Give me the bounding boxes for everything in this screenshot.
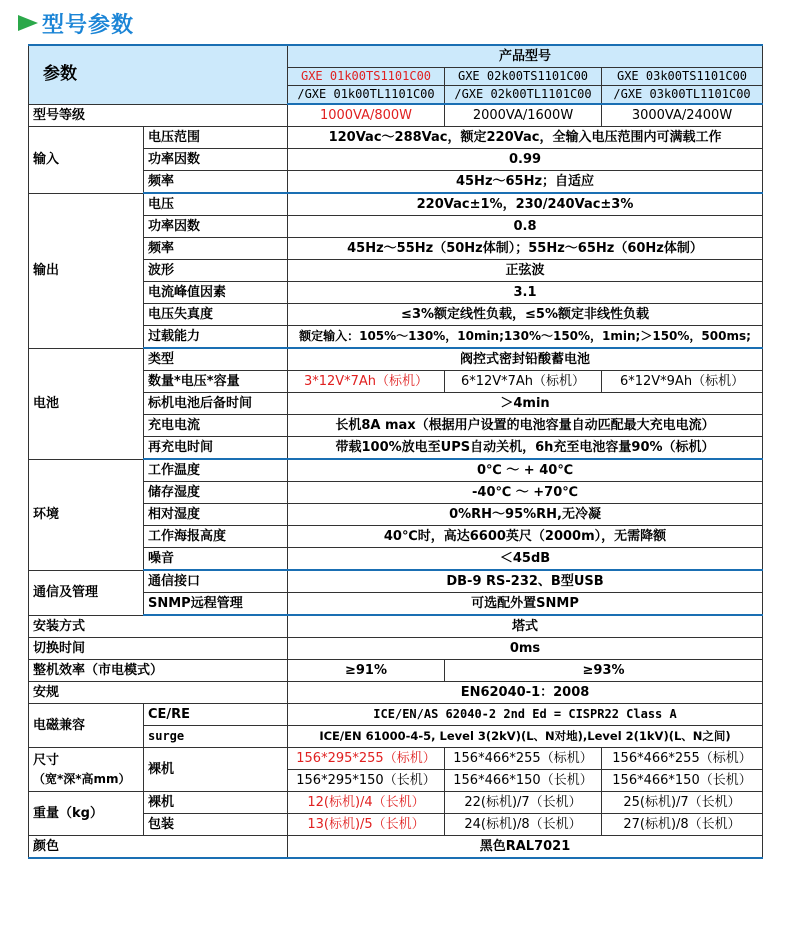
table-row: [29, 638, 763, 660]
size-label: [29, 748, 144, 792]
output-voltage-value: 220Vac±1%，230/240Vac±3%: [288, 193, 763, 216]
model-3-line1: GXE 03k00TS1101C00: [602, 68, 763, 86]
env-altitude-value: 40℃时，高达6600英尺（2000m），无需降额: [288, 526, 763, 548]
battery-qty-3: 6*12V*9Ah（标机）: [602, 371, 763, 393]
size-1-std: 156*295*255（标机）: [288, 748, 445, 770]
table-row: [29, 792, 763, 814]
battery-type-value: 阀控式密封铅酸蓄电池: [288, 348, 763, 371]
input-pf-value: 0.99: [288, 149, 763, 171]
output-pf-label: 功率因数: [144, 216, 288, 238]
arrow-icon: [18, 15, 38, 31]
table-row: [29, 660, 763, 682]
size-2-std: 156*466*255（标机）: [445, 748, 602, 770]
input-voltage-label: 电压范围: [144, 127, 288, 149]
input-freq-label: 频率: [144, 171, 288, 194]
output-pf-value: 0.8: [288, 216, 763, 238]
battery-qty-label: 数量*电压*容量: [144, 371, 288, 393]
battery-charge-label: 充电电流: [144, 415, 288, 437]
efficiency-value-1: ≥91%: [288, 660, 445, 682]
header-row: [29, 45, 763, 68]
environment-label: 环境: [29, 459, 144, 570]
battery-backup-value: ＞4min: [288, 393, 763, 415]
output-waveform-label: 波形: [144, 260, 288, 282]
battery-label: 电池: [29, 348, 144, 459]
model-1-line1: GXE 01k00TS1101C00: [288, 68, 445, 86]
size-label-line2: （宽*深*高mm）: [33, 771, 131, 786]
switch-time-value: 0ms: [288, 638, 763, 660]
size-1-long: 156*295*150（长机）: [288, 770, 445, 792]
emc-cere-label: CE/RE: [144, 704, 288, 726]
output-overload-label: 过载能力: [144, 326, 288, 349]
param-header: 参数: [29, 45, 288, 104]
battery-qty-1: 3*12V*7Ah（标机）: [288, 371, 445, 393]
env-humidity-label: 相对湿度: [144, 504, 288, 526]
comm-label: 通信及管理: [29, 570, 144, 615]
size-3-std: 156*466*255（标机）: [602, 748, 763, 770]
weight-bare-3: 25(标机)/7（长机）: [602, 792, 763, 814]
input-pf-label: 功率因数: [144, 149, 288, 171]
model-grade-1: 1000VA/800W: [288, 104, 445, 127]
table-row: [29, 836, 763, 859]
env-altitude-label: 工作海报高度: [144, 526, 288, 548]
section-heading: [18, 6, 134, 40]
comm-interface-label: 通信接口: [144, 570, 288, 593]
battery-backup-label: 标机电池后备时间: [144, 393, 288, 415]
table-row: [29, 127, 763, 149]
weight-bare-1: 12(标机)/4（长机）: [288, 792, 445, 814]
input-freq-value: 45Hz～65Hz；自适应: [288, 171, 763, 194]
model-2-line2: /GXE 02k00TL1101C00: [445, 86, 602, 105]
weight-bare-label: 裸机: [144, 792, 288, 814]
env-storage-value: -40℃ ～ +70℃: [288, 482, 763, 504]
model-grade-3: 3000VA/2400W: [602, 104, 763, 127]
table-row: [29, 459, 763, 482]
efficiency-value-2: ≥93%: [445, 660, 763, 682]
install-value: 塔式: [288, 615, 763, 638]
size-3-long: 156*466*150（长机）: [602, 770, 763, 792]
model-grade-label: 型号等级: [29, 104, 288, 127]
table-row: [29, 570, 763, 593]
comm-snmp-label: SNMP远程管理: [144, 593, 288, 616]
battery-type-label: 类型: [144, 348, 288, 371]
emc-surge-value: ICE/EN 61000-4-5, Level 3(2kV)(L、N对地),Level 2(1kV)(L、N之间): [288, 726, 763, 748]
safety-label: 安规: [29, 682, 288, 704]
weight-pack-label: 包装: [144, 814, 288, 836]
emc-surge-label: surge: [144, 726, 288, 748]
emc-cere-value: ICE/EN/AS 62040-2 2nd Ed = CISPR22 Class A: [288, 704, 763, 726]
table-row: [29, 748, 763, 770]
battery-recharge-value: 带载100%放电至UPS自动关机，6h充至电池容量90%（标机）: [288, 437, 763, 460]
color-label: 颜色: [29, 836, 288, 859]
output-label: 输出: [29, 193, 144, 348]
product-model-header: 产品型号: [288, 45, 763, 68]
model-grade-2: 2000VA/1600W: [445, 104, 602, 127]
section-title: 型号参数: [42, 12, 135, 38]
size-sub-label: 裸机: [144, 748, 288, 792]
table-row: [29, 104, 763, 127]
output-crest-value: 3.1: [288, 282, 763, 304]
input-label: 输入: [29, 127, 144, 194]
env-humidity-value: 0%RH～95%RH,无冷凝: [288, 504, 763, 526]
output-thd-value: ≤3%额定线性负载，≤5%额定非线性负载: [288, 304, 763, 326]
battery-recharge-label: 再充电时间: [144, 437, 288, 460]
weight-bare-2: 22(标机)/7（长机）: [445, 792, 602, 814]
model-1-line2: /GXE 01k00TL1101C00: [288, 86, 445, 105]
output-freq-label: 频率: [144, 238, 288, 260]
color-value: 黑色RAL7021: [288, 836, 763, 859]
safety-value: EN62040-1：2008: [288, 682, 763, 704]
comm-snmp-value: 可选配外置SNMP: [288, 593, 763, 616]
output-overload-value: 额定输入：105%～130%，10min;130%～150%，1min;＞150%，500ms;: [288, 326, 763, 349]
install-label: 安装方式: [29, 615, 288, 638]
battery-charge-value: 长机8A max（根据用户设置的电池容量自动匹配最大充电电流）: [288, 415, 763, 437]
input-voltage-value: 120Vac～288Vac，额定220Vac，全输入电压范围内可满载工作: [288, 127, 763, 149]
output-voltage-label: 电压: [144, 193, 288, 216]
model-2-line1: GXE 02k00TS1101C00: [445, 68, 602, 86]
weight-pack-2: 24(标机)/8（长机）: [445, 814, 602, 836]
env-temp-label: 工作温度: [144, 459, 288, 482]
weight-pack-3: 27(标机)/8（长机）: [602, 814, 763, 836]
emc-label: 电磁兼容: [29, 704, 144, 748]
table-row: [29, 682, 763, 704]
env-noise-label: 噪音: [144, 548, 288, 571]
switch-time-label: 切换时间: [29, 638, 288, 660]
spec-table: [28, 44, 763, 859]
model-3-line2: /GXE 03k00TL1101C00: [602, 86, 763, 105]
output-thd-label: 电压失真度: [144, 304, 288, 326]
efficiency-label: 整机效率（市电模式）: [29, 660, 288, 682]
table-row: [29, 193, 763, 216]
output-crest-label: 电流峰值因素: [144, 282, 288, 304]
battery-qty-2: 6*12V*7Ah（标机）: [445, 371, 602, 393]
weight-pack-1: 13(标机)/5（长机）: [288, 814, 445, 836]
table-row: [29, 615, 763, 638]
env-storage-label: 储存湿度: [144, 482, 288, 504]
size-2-long: 156*466*150（长机）: [445, 770, 602, 792]
env-noise-value: ＜45dB: [288, 548, 763, 571]
comm-interface-value: DB-9 RS-232、B型USB: [288, 570, 763, 593]
output-waveform-value: 正弦波: [288, 260, 763, 282]
env-temp-value: 0℃ ～ + 40℃: [288, 459, 763, 482]
weight-label: 重量（kg）: [29, 792, 144, 836]
size-label-line1: 尺寸: [33, 752, 60, 768]
table-row: [29, 348, 763, 371]
table-row: [29, 704, 763, 726]
output-freq-value: 45Hz～55Hz（50Hz体制）；55Hz～65Hz（60Hz体制）: [288, 238, 763, 260]
